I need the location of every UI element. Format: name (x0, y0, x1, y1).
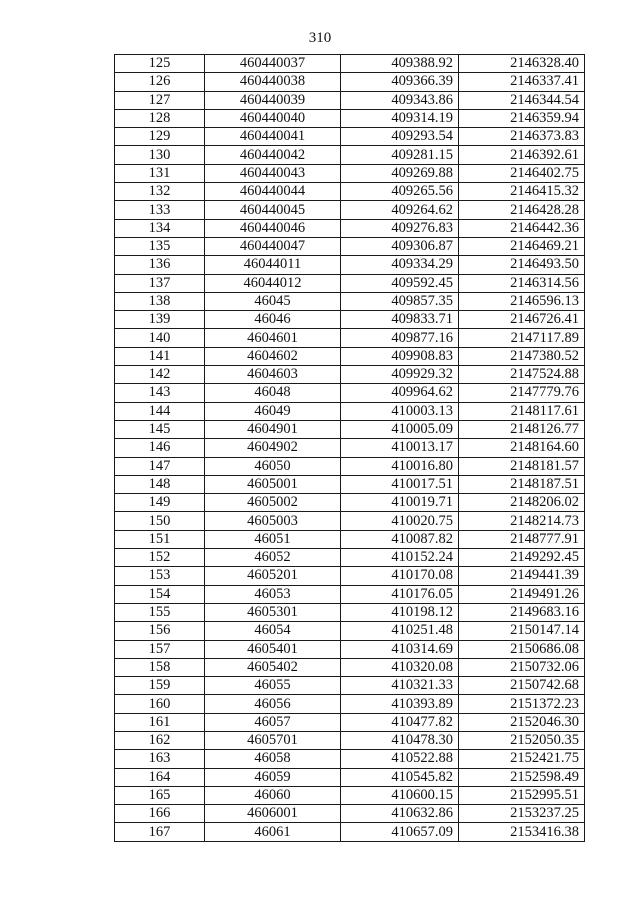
table-row (115, 457, 585, 475)
table-row (115, 402, 585, 420)
y-coordinate-cell: 2148126.77 (459, 420, 585, 438)
point-id-cell: 46050 (205, 457, 341, 475)
table-row (115, 549, 585, 567)
y-coordinate-cell: 2146328.40 (459, 55, 585, 73)
x-coordinate-cell: 410321.33 (341, 677, 459, 695)
y-coordinate-cell: 2146314.56 (459, 274, 585, 292)
x-coordinate-cell: 410198.12 (341, 603, 459, 621)
y-coordinate-cell: 2148181.57 (459, 457, 585, 475)
table-row (115, 530, 585, 548)
x-coordinate-cell: 410170.08 (341, 567, 459, 585)
point-id-cell: 46059 (205, 768, 341, 786)
table-row (115, 567, 585, 585)
table-row (115, 183, 585, 201)
y-coordinate-cell: 2146442.36 (459, 219, 585, 237)
y-coordinate-cell: 2152046.30 (459, 713, 585, 731)
row-number-cell: 148 (115, 475, 205, 493)
table-row (115, 622, 585, 640)
y-coordinate-cell: 2153237.25 (459, 805, 585, 823)
y-coordinate-cell: 2149292.45 (459, 549, 585, 567)
point-id-cell: 46060 (205, 786, 341, 804)
point-id-cell: 4606001 (205, 805, 341, 823)
x-coordinate-cell: 409306.87 (341, 237, 459, 255)
row-number-cell: 127 (115, 91, 205, 109)
table-row (115, 439, 585, 457)
table-row (115, 91, 585, 109)
x-coordinate-cell: 409388.92 (341, 55, 459, 73)
point-id-cell: 46044012 (205, 274, 341, 292)
x-coordinate-cell: 409281.15 (341, 146, 459, 164)
x-coordinate-cell: 409929.32 (341, 366, 459, 384)
point-id-cell: 4604603 (205, 366, 341, 384)
row-number-cell: 141 (115, 347, 205, 365)
point-id-cell: 4605201 (205, 567, 341, 585)
y-coordinate-cell: 2146373.83 (459, 128, 585, 146)
y-coordinate-cell: 2149441.39 (459, 567, 585, 585)
table-row (115, 475, 585, 493)
x-coordinate-cell: 409592.45 (341, 274, 459, 292)
point-id-cell: 46058 (205, 750, 341, 768)
y-coordinate-cell: 2151372.23 (459, 695, 585, 713)
table-row (115, 128, 585, 146)
row-number-cell: 152 (115, 549, 205, 567)
point-id-cell: 46044011 (205, 256, 341, 274)
point-id-cell: 4605002 (205, 494, 341, 512)
point-id-cell: 460440043 (205, 164, 341, 182)
table-row (115, 731, 585, 749)
y-coordinate-cell: 2148164.60 (459, 439, 585, 457)
y-coordinate-cell: 2150742.68 (459, 677, 585, 695)
point-id-cell: 46049 (205, 402, 341, 420)
table-row (115, 512, 585, 530)
x-coordinate-cell: 409276.83 (341, 219, 459, 237)
y-coordinate-cell: 2146726.41 (459, 311, 585, 329)
point-id-cell: 460440038 (205, 73, 341, 91)
point-id-cell: 460440045 (205, 201, 341, 219)
point-id-cell: 46054 (205, 622, 341, 640)
row-number-cell: 130 (115, 146, 205, 164)
x-coordinate-cell: 409366.39 (341, 73, 459, 91)
y-coordinate-cell: 2148117.61 (459, 402, 585, 420)
table-row (115, 274, 585, 292)
row-number-cell: 163 (115, 750, 205, 768)
y-coordinate-cell: 2147380.52 (459, 347, 585, 365)
point-id-cell: 46053 (205, 585, 341, 603)
y-coordinate-cell: 2146344.54 (459, 91, 585, 109)
x-coordinate-cell: 410522.88 (341, 750, 459, 768)
x-coordinate-cell: 410152.24 (341, 549, 459, 567)
x-coordinate-cell: 410013.17 (341, 439, 459, 457)
point-id-cell: 46055 (205, 677, 341, 695)
x-coordinate-cell: 410314.69 (341, 640, 459, 658)
x-coordinate-cell: 410478.30 (341, 731, 459, 749)
y-coordinate-cell: 2146596.13 (459, 292, 585, 310)
y-coordinate-cell: 2147524.88 (459, 366, 585, 384)
row-number-cell: 159 (115, 677, 205, 695)
y-coordinate-cell: 2153416.38 (459, 823, 585, 841)
row-number-cell: 143 (115, 384, 205, 402)
row-number-cell: 142 (115, 366, 205, 384)
x-coordinate-cell: 409857.35 (341, 292, 459, 310)
point-id-cell: 460440044 (205, 183, 341, 201)
row-number-cell: 140 (115, 329, 205, 347)
row-number-cell: 166 (115, 805, 205, 823)
x-coordinate-cell: 409264.62 (341, 201, 459, 219)
x-coordinate-cell: 410016.80 (341, 457, 459, 475)
point-id-cell: 460440037 (205, 55, 341, 73)
table-row (115, 750, 585, 768)
row-number-cell: 164 (115, 768, 205, 786)
table-row (115, 73, 585, 91)
row-number-cell: 135 (115, 237, 205, 255)
point-id-cell: 4605402 (205, 658, 341, 676)
x-coordinate-cell: 410251.48 (341, 622, 459, 640)
table-row (115, 201, 585, 219)
y-coordinate-cell: 2148214.73 (459, 512, 585, 530)
row-number-cell: 156 (115, 622, 205, 640)
x-coordinate-cell: 410600.15 (341, 786, 459, 804)
table-row (115, 768, 585, 786)
table-row (115, 585, 585, 603)
point-id-cell: 46048 (205, 384, 341, 402)
y-coordinate-cell: 2146402.75 (459, 164, 585, 182)
row-number-cell: 167 (115, 823, 205, 841)
x-coordinate-cell: 409833.71 (341, 311, 459, 329)
x-coordinate-cell: 410019.71 (341, 494, 459, 512)
point-id-cell: 46051 (205, 530, 341, 548)
row-number-cell: 160 (115, 695, 205, 713)
point-id-cell: 4605001 (205, 475, 341, 493)
x-coordinate-cell: 409265.56 (341, 183, 459, 201)
row-number-cell: 154 (115, 585, 205, 603)
table-row (115, 109, 585, 127)
x-coordinate-cell: 410003.13 (341, 402, 459, 420)
point-id-cell: 46052 (205, 549, 341, 567)
point-id-cell: 460440040 (205, 109, 341, 127)
row-number-cell: 145 (115, 420, 205, 438)
table-row (115, 695, 585, 713)
x-coordinate-cell: 409314.19 (341, 109, 459, 127)
y-coordinate-cell: 2148777.91 (459, 530, 585, 548)
x-coordinate-cell: 410320.08 (341, 658, 459, 676)
x-coordinate-cell: 410477.82 (341, 713, 459, 731)
point-id-cell: 460440039 (205, 91, 341, 109)
y-coordinate-cell: 2148206.02 (459, 494, 585, 512)
table-row (115, 658, 585, 676)
x-coordinate-cell: 409964.62 (341, 384, 459, 402)
y-coordinate-cell: 2146337.41 (459, 73, 585, 91)
y-coordinate-cell: 2150147.14 (459, 622, 585, 640)
row-number-cell: 151 (115, 530, 205, 548)
row-number-cell: 137 (115, 274, 205, 292)
point-id-cell: 4604902 (205, 439, 341, 457)
point-id-cell: 460440046 (205, 219, 341, 237)
table-row (115, 366, 585, 384)
x-coordinate-cell: 410545.82 (341, 768, 459, 786)
x-coordinate-cell: 409343.86 (341, 91, 459, 109)
table-row (115, 55, 585, 73)
row-number-cell: 139 (115, 311, 205, 329)
point-id-cell: 460440047 (205, 237, 341, 255)
y-coordinate-cell: 2146359.94 (459, 109, 585, 127)
point-id-cell: 46046 (205, 311, 341, 329)
row-number-cell: 150 (115, 512, 205, 530)
point-id-cell: 46056 (205, 695, 341, 713)
point-id-cell: 4605401 (205, 640, 341, 658)
y-coordinate-cell: 2152050.35 (459, 731, 585, 749)
x-coordinate-cell: 409293.54 (341, 128, 459, 146)
row-number-cell: 146 (115, 439, 205, 457)
x-coordinate-cell: 410005.09 (341, 420, 459, 438)
y-coordinate-cell: 2152995.51 (459, 786, 585, 804)
x-coordinate-cell: 410632.86 (341, 805, 459, 823)
y-coordinate-cell: 2146428.28 (459, 201, 585, 219)
point-id-cell: 4604601 (205, 329, 341, 347)
row-number-cell: 161 (115, 713, 205, 731)
point-id-cell: 4605701 (205, 731, 341, 749)
y-coordinate-cell: 2146469.21 (459, 237, 585, 255)
row-number-cell: 147 (115, 457, 205, 475)
x-coordinate-cell: 410657.09 (341, 823, 459, 841)
y-coordinate-cell: 2147117.89 (459, 329, 585, 347)
row-number-cell: 126 (115, 73, 205, 91)
x-coordinate-cell: 409334.29 (341, 256, 459, 274)
row-number-cell: 128 (115, 109, 205, 127)
x-coordinate-cell: 410020.75 (341, 512, 459, 530)
page-number: 310 (308, 30, 332, 46)
point-id-cell: 46057 (205, 713, 341, 731)
point-id-cell: 4605301 (205, 603, 341, 621)
table-row (115, 713, 585, 731)
row-number-cell: 157 (115, 640, 205, 658)
table-row (115, 384, 585, 402)
table-row (115, 256, 585, 274)
row-number-cell: 162 (115, 731, 205, 749)
point-id-cell: 4604602 (205, 347, 341, 365)
x-coordinate-cell: 410087.82 (341, 530, 459, 548)
row-number-cell: 125 (115, 55, 205, 73)
table-row (115, 219, 585, 237)
row-number-cell: 134 (115, 219, 205, 237)
table-body (115, 55, 585, 842)
table-row (115, 292, 585, 310)
table-row (115, 640, 585, 658)
y-coordinate-cell: 2152598.49 (459, 768, 585, 786)
table-row (115, 786, 585, 804)
table-row (115, 311, 585, 329)
row-number-cell: 144 (115, 402, 205, 420)
table-row (115, 494, 585, 512)
y-coordinate-cell: 2149683.16 (459, 603, 585, 621)
row-number-cell: 165 (115, 786, 205, 804)
coordinates-table (114, 54, 585, 842)
table-row (115, 164, 585, 182)
row-number-cell: 158 (115, 658, 205, 676)
table-row (115, 237, 585, 255)
row-number-cell: 133 (115, 201, 205, 219)
point-id-cell: 460440042 (205, 146, 341, 164)
point-id-cell: 460440041 (205, 128, 341, 146)
y-coordinate-cell: 2148187.51 (459, 475, 585, 493)
y-coordinate-cell: 2146493.50 (459, 256, 585, 274)
point-id-cell: 4605003 (205, 512, 341, 530)
row-number-cell: 149 (115, 494, 205, 512)
table-row (115, 420, 585, 438)
row-number-cell: 129 (115, 128, 205, 146)
y-coordinate-cell: 2150686.08 (459, 640, 585, 658)
table-row (115, 603, 585, 621)
y-coordinate-cell: 2152421.75 (459, 750, 585, 768)
x-coordinate-cell: 409908.83 (341, 347, 459, 365)
row-number-cell: 153 (115, 567, 205, 585)
x-coordinate-cell: 409269.88 (341, 164, 459, 182)
row-number-cell: 131 (115, 164, 205, 182)
table-row (115, 805, 585, 823)
table-row (115, 146, 585, 164)
y-coordinate-cell: 2149491.26 (459, 585, 585, 603)
row-number-cell: 132 (115, 183, 205, 201)
y-coordinate-cell: 2147779.76 (459, 384, 585, 402)
x-coordinate-cell: 410176.05 (341, 585, 459, 603)
y-coordinate-cell: 2150732.06 (459, 658, 585, 676)
x-coordinate-cell: 410393.89 (341, 695, 459, 713)
row-number-cell: 155 (115, 603, 205, 621)
row-number-cell: 136 (115, 256, 205, 274)
table-row (115, 329, 585, 347)
y-coordinate-cell: 2146392.61 (459, 146, 585, 164)
x-coordinate-cell: 410017.51 (341, 475, 459, 493)
point-id-cell: 4604901 (205, 420, 341, 438)
table-row (115, 677, 585, 695)
x-coordinate-cell: 409877.16 (341, 329, 459, 347)
table-row (115, 347, 585, 365)
y-coordinate-cell: 2146415.32 (459, 183, 585, 201)
row-number-cell: 138 (115, 292, 205, 310)
table-row (115, 823, 585, 841)
point-id-cell: 46061 (205, 823, 341, 841)
point-id-cell: 46045 (205, 292, 341, 310)
